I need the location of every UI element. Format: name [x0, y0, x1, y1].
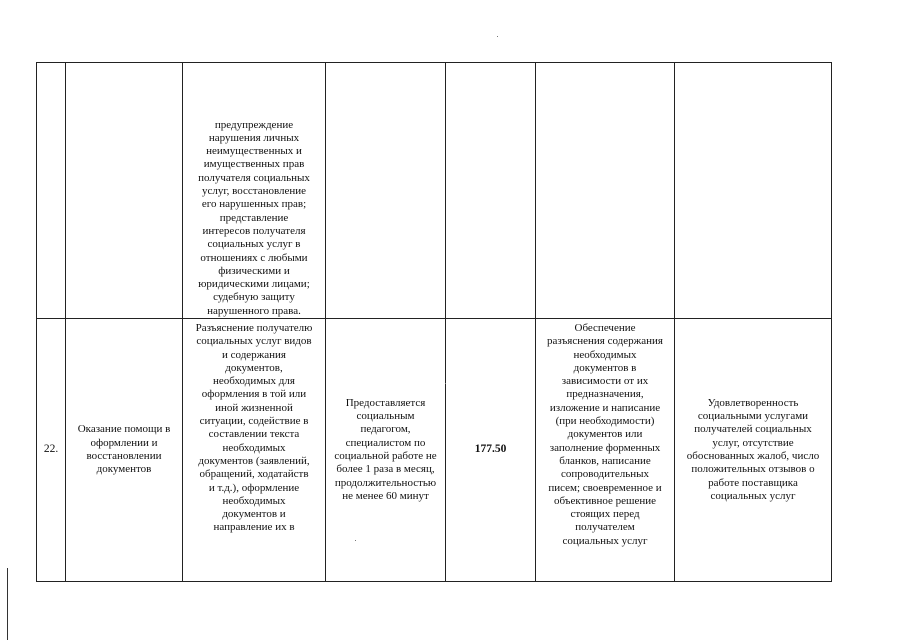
provision-terms-cell: Предоставляется социальным педагогом, специалистом по социальной работе не более 1 раза в месяц, продолжительностью не менее 60 минут [326, 319, 446, 582]
scan-speck [355, 540, 356, 541]
row-number-cell [37, 63, 66, 319]
service-name-cell: Оказание помощи в оформлении и восстановлении документов [66, 319, 183, 582]
social-services-table [36, 62, 832, 582]
service-description-cell: Разъяснение получателю социальных услуг видов и содержания документов, необходимых для оформления в той или иной жизненной ситуации, содействие в составлении текста необходимых документов (заявлений, обращений, ходатайств и т.д.), оформление необходимых документов и направление их в [183, 319, 326, 582]
provision-terms-cell [326, 63, 446, 319]
service-description-cell: предупреждение нарушения личных неимущественных и имущественных прав получателя социальных услуг, восстановление его нарушенных прав; представление интересов получателя социальных услуг в отношениях с любыми физическими и юридическими лицами; судебную защиту нарушенного права. [183, 63, 326, 319]
quality-indicators-cell: Обеспечение разъяснения содержания необходимых документов в зависимости от их предназначения, изложение и написание (при необходимости) документов или заполнение форменных бланков, написание сопроводительных писем; своевременное и объективное решение стоящих перед получателем социальных услуг [536, 319, 675, 582]
quality-indicators-cell [536, 63, 675, 319]
service-name-cell [66, 63, 183, 319]
scan-speck [497, 36, 498, 37]
table-row [37, 63, 832, 319]
price-cell [446, 63, 536, 319]
scan-edge-line [7, 568, 8, 640]
evaluation-conditions-cell [675, 63, 832, 319]
table-row [37, 319, 832, 582]
evaluation-conditions-cell: Удовлетворенность социальными услугами получателей социальных услуг, отсутствие обоснованных жалоб, число положительных отзывов о работе поставщика социальных услуг [675, 319, 832, 582]
scan-speck [445, 383, 446, 384]
price-cell: 177.50 [446, 319, 536, 582]
row-number-cell: 22. [37, 319, 66, 582]
